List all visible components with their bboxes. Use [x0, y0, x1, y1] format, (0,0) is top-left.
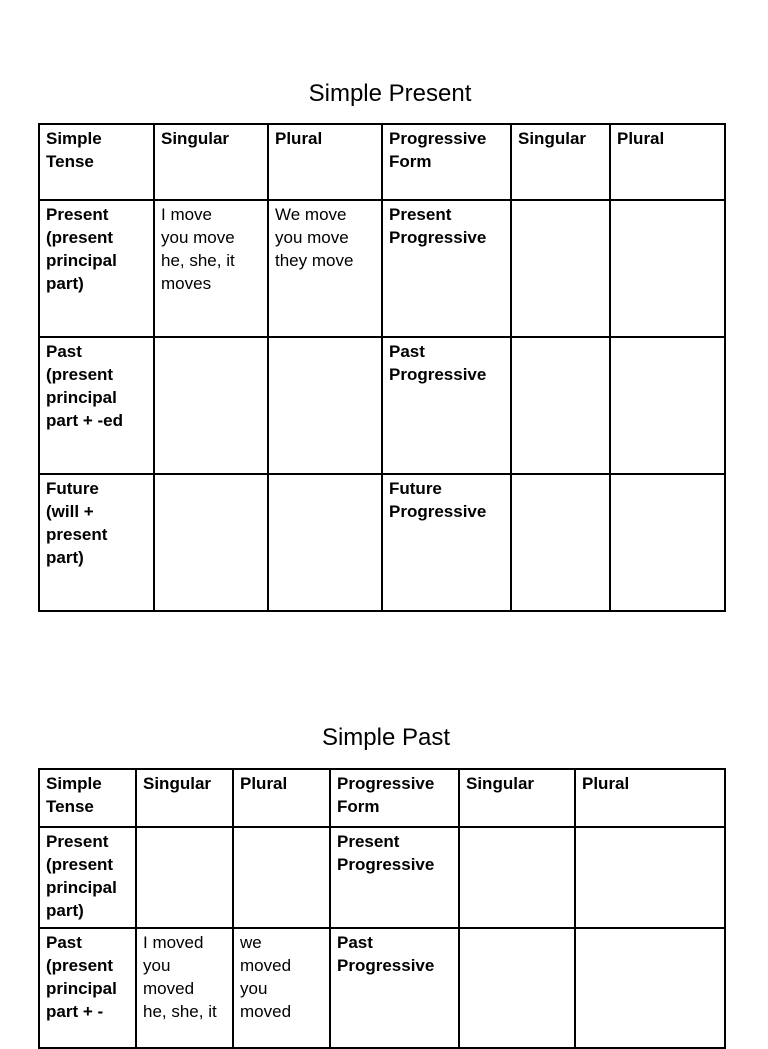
section-title-simple-past: Simple Past — [321, 724, 451, 751]
header-row — [39, 769, 725, 827]
tense-line: Past — [46, 933, 82, 952]
progressive-line: Progressive — [389, 365, 487, 384]
conjugation-line: they move — [275, 251, 354, 270]
progressive-line: Past — [337, 933, 373, 952]
conjugation-line: moved — [240, 1002, 292, 1021]
tense-line: principal — [46, 979, 117, 998]
singular-cell — [154, 337, 268, 474]
progressive-line: Progressive — [389, 502, 487, 521]
singular-cell — [154, 474, 268, 611]
conjugation-line: you — [240, 979, 268, 998]
tense-line: part + - — [46, 1002, 104, 1021]
tense-line: principal — [46, 878, 117, 897]
table-row — [39, 474, 725, 611]
conjugation-line: he, she, it — [161, 251, 235, 270]
progressive-line: Present — [389, 205, 452, 224]
header-singular: Singular — [154, 124, 268, 200]
tense-line: part) — [46, 901, 84, 920]
table-row — [39, 928, 725, 1048]
header-simple-tense: Simple Tense — [39, 124, 154, 200]
table-row — [39, 200, 725, 337]
plural-cell — [233, 928, 330, 1048]
tense-line: principal — [46, 251, 117, 270]
progressive-cell — [382, 474, 511, 611]
header-plural: Plural — [268, 124, 382, 200]
tense-line: Past — [46, 342, 82, 361]
progressive-plural-cell — [610, 337, 725, 474]
progressive-plural-cell — [610, 200, 725, 337]
progressive-plural-cell — [610, 474, 725, 611]
tense-line: (will + — [46, 502, 94, 521]
singular-cell — [154, 200, 268, 337]
tense-cell — [39, 827, 136, 928]
plural-cell — [268, 200, 382, 337]
table-row — [39, 827, 725, 928]
plural-cell — [233, 827, 330, 928]
conjugation-line: moves — [161, 274, 212, 293]
header-singular: Singular — [136, 769, 233, 827]
tense-line: present — [46, 525, 108, 544]
tense-line: Future — [46, 479, 99, 498]
progressive-singular-cell — [511, 337, 610, 474]
table-body — [39, 124, 725, 611]
conjugation-line: We move — [275, 205, 347, 224]
tense-line: (present — [46, 365, 114, 384]
header-progressive-singular: Singular — [511, 124, 610, 200]
table-row — [39, 337, 725, 474]
simple-present-table — [38, 123, 726, 612]
progressive-line: Past — [389, 342, 425, 361]
progressive-cell — [382, 200, 511, 337]
simple-past-table — [38, 768, 726, 1049]
tense-cell — [39, 928, 136, 1048]
plural-cell — [268, 474, 382, 611]
conjugation-line: you move — [161, 228, 235, 247]
progressive-cell — [330, 928, 459, 1048]
table-body — [39, 769, 725, 1048]
tense-line: part) — [46, 548, 84, 567]
header-progressive-form: Progressive Form — [330, 769, 459, 827]
conjugation-line: we — [240, 933, 262, 952]
conjugation-line: I move — [161, 205, 213, 224]
tense-line: part + -ed — [46, 411, 123, 430]
tense-line: (present — [46, 855, 114, 874]
progressive-line: Future — [389, 479, 442, 498]
tense-line: (present — [46, 956, 114, 975]
tense-line: principal — [46, 388, 117, 407]
header-progressive-plural: Plural — [575, 769, 725, 827]
progressive-cell — [330, 827, 459, 928]
singular-cell — [136, 928, 233, 1048]
tense-cell — [39, 474, 154, 611]
header-simple-tense: Simple Tense — [39, 769, 136, 827]
progressive-singular-cell — [459, 928, 575, 1048]
conjugation-line: I moved — [143, 933, 204, 952]
progressive-plural-cell — [575, 827, 725, 928]
progressive-singular-cell — [459, 827, 575, 928]
header-progressive-form: Progressive Form — [382, 124, 511, 200]
progressive-singular-cell — [511, 200, 610, 337]
header-row — [39, 124, 725, 200]
tense-line: part) — [46, 274, 84, 293]
header-progressive-plural: Plural — [610, 124, 725, 200]
conjugation-line: you move — [275, 228, 349, 247]
progressive-line: Progressive — [337, 855, 435, 874]
progressive-line: Progressive — [337, 956, 435, 975]
tense-cell — [39, 200, 154, 337]
conjugation-line: you — [143, 956, 171, 975]
progressive-singular-cell — [511, 474, 610, 611]
tense-line: (present — [46, 228, 114, 247]
conjugation-line: moved — [143, 979, 195, 998]
header-progressive-singular: Singular — [459, 769, 575, 827]
plural-cell — [268, 337, 382, 474]
conjugation-line: moved — [240, 956, 292, 975]
tense-cell — [39, 337, 154, 474]
tense-line: Present — [46, 832, 109, 851]
progressive-cell — [382, 337, 511, 474]
progressive-line: Progressive — [389, 228, 487, 247]
progressive-line: Present — [337, 832, 400, 851]
section-title-simple-present: Simple Present — [308, 80, 472, 107]
tense-line: Present — [46, 205, 109, 224]
progressive-plural-cell — [575, 928, 725, 1048]
conjugation-line: he, she, it — [143, 1002, 217, 1021]
singular-cell — [136, 827, 233, 928]
header-plural: Plural — [233, 769, 330, 827]
